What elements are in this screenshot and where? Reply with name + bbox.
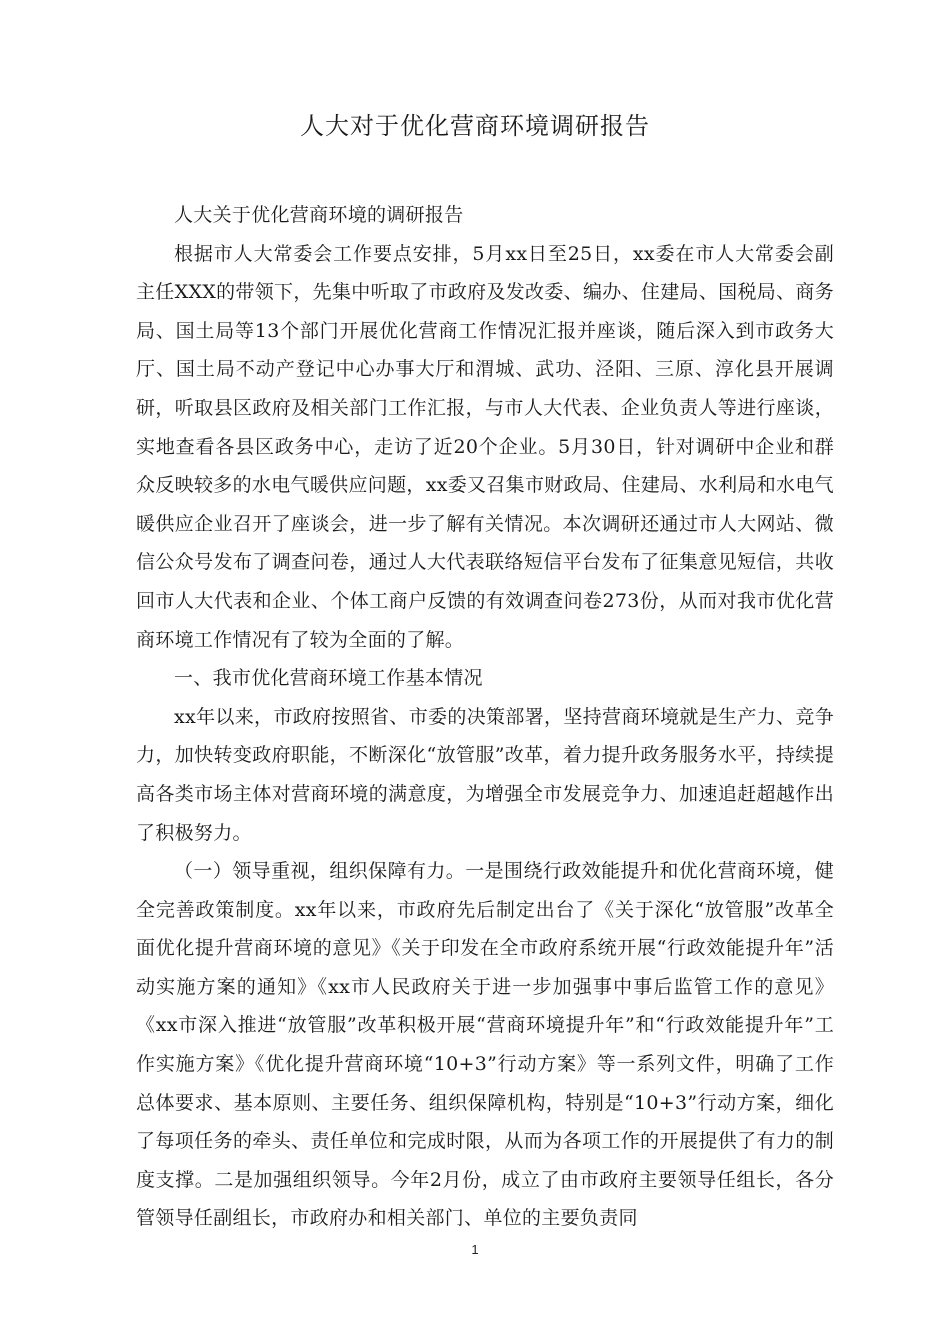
paragraph-subtitle: 人大关于优化营商环境的调研报告	[174, 204, 464, 226]
document-title: 人大对于优化营商环境调研报告	[300, 112, 650, 140]
document-body	[136, 196, 834, 1238]
page-number: 1	[471, 1242, 479, 1257]
paragraph-intro: 根据市人大常委会工作要点安排，5月xx日至25日，xx委在市人大常委会副主任XXX的带领下，先集中听取了市政府及发改委、编办、住建局、国税局、商务局、国土局等13个部门开展优化营商工作情况汇报并座谈，随后深入到市政务大厅、国土局不动产登记中心办事大厅和渭城、武功、泾阳、三原、淳化县开展调研，听取县区政府及相关部门工作汇报，与市人大代表、企业负责人等进行座谈，实地查看各县区政务中心，走访了近20个企业。5月30日，针对调研中企业和群众反映较多的水电气暖供应问题，xx委又召集市财政局、住建局、水利局和水电气暖供应企业召开了座谈会，进一步了解有关情况。本次调研还通过市人大网站、微信公众号发布了调查问卷，通过人大代表联络短信平台发布了征集意见短信，共收回市人大代表和企业、个体工商户反馈的有效调查问卷273份，从而对我市优化营商环境工作情况有了较为全面的了解。	[136, 242, 834, 651]
paragraph-overview: xx年以来，市政府按照省、市委的决策部署，坚持营商环境就是生产力、竞争力，加快转变政府职能，不断深化“放管服”改革，着力提升政务服务水平，持续提高各类市场主体对营商环境的满意度，为增强全市发展竞争力、加速追赶超越作出了积极努力。	[136, 705, 834, 844]
section-heading: 一、我市优化营商环境工作基本情况	[174, 667, 483, 690]
paragraph-leadership: （一）领导重视，组织保障有力。一是围绕行政效能提升和优化营商环境，健全完善政策制度。xx年以来，市政府先后制定出台了《关于深化“放管服”改革全面优化提升营商环境的意见》《关于印发在全市政府系统开展“行政效能提升年”活动实施方案的通知》《xx市人民政府关于进一步加强事中事后监管工作的意见》《xx市深入推进“放管服”改革积极开展“营商环境提升年”和“行政效能提升年”工作实施方案》《优化提升营商环境“10+3”行动方案》等一系列文件，明确了工作总体要求、基本原则、主要任务、组织保障机构，特别是“10+3”行动方案，细化了每项任务的牵头、责任单位和完成时限，从而为各项工作的开展提供了有力的制度支撑。二是加强组织领导。今年2月份，成立了由市政府主要领导任组长，各分管领导任副组长，市政府办和相关部门、单位的主要负责同	[136, 860, 834, 1230]
